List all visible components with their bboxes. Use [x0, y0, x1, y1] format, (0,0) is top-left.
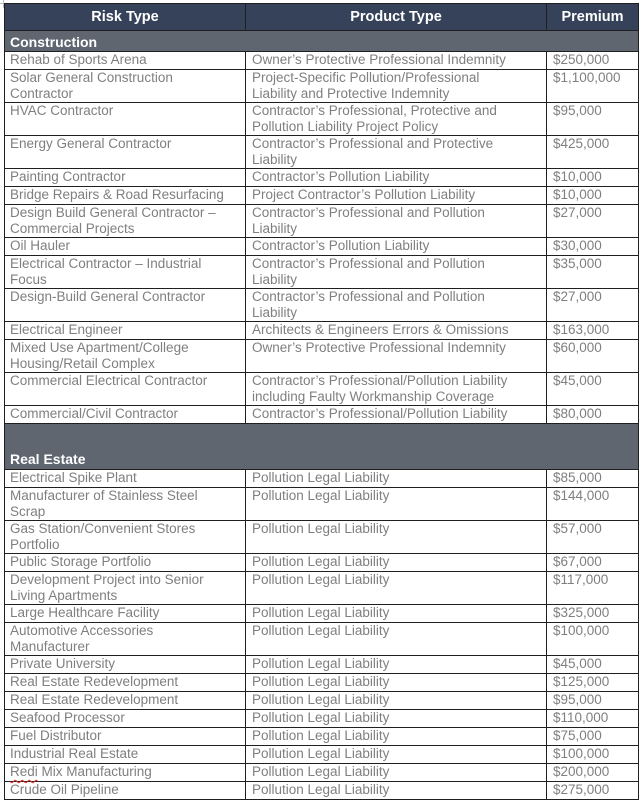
product-type-cell: Contractor’s Professional and Pollution Liability — [246, 256, 547, 289]
table-row — [5, 169, 639, 187]
premium-cell: $57,000 — [547, 521, 639, 554]
premium-cell: $163,000 — [547, 322, 639, 340]
table-row — [5, 136, 639, 169]
premium-cell: $100,000 — [547, 623, 639, 656]
column-header-premium: Premium — [547, 4, 639, 31]
risk-type-cell: Fuel Distributor — [5, 728, 246, 746]
table-row — [5, 746, 639, 764]
risk-type-cell: Energy General Contractor — [5, 136, 246, 169]
section-title: Construction — [5, 31, 639, 52]
risk-type-cell: Commercial/Civil Contractor — [5, 406, 246, 424]
table-row — [5, 470, 639, 488]
product-type-cell: Pollution Legal Liability — [246, 728, 547, 746]
risk-type-cell: Private University — [5, 656, 246, 674]
product-type-cell: Pollution Legal Liability — [246, 605, 547, 623]
premium-cell: $1,100,000 — [547, 70, 639, 103]
product-type-cell: Pollution Legal Liability — [246, 470, 547, 488]
section-title: Real Estate — [5, 424, 639, 470]
risk-type-cell: Electrical Engineer — [5, 322, 246, 340]
product-type-cell: Pollution Legal Liability — [246, 674, 547, 692]
table-body — [5, 31, 639, 800]
table-row — [5, 205, 639, 238]
premium-cell: $27,000 — [547, 205, 639, 238]
premium-cell: $110,000 — [547, 710, 639, 728]
premium-cell: $10,000 — [547, 169, 639, 187]
product-type-cell: Pollution Legal Liability — [246, 692, 547, 710]
table-row — [5, 782, 639, 800]
product-type-cell: Pollution Legal Liability — [246, 764, 547, 782]
premium-cell: $100,000 — [547, 746, 639, 764]
premium-cell: $27,000 — [547, 289, 639, 322]
table-row — [5, 187, 639, 205]
premium-cell: $250,000 — [547, 52, 639, 70]
table-row — [5, 521, 639, 554]
premium-cell: $30,000 — [547, 238, 639, 256]
table-row — [5, 340, 639, 373]
product-type-cell: Architects & Engineers Errors & Omissions — [246, 322, 547, 340]
product-type-cell: Pollution Legal Liability — [246, 656, 547, 674]
header-row — [5, 4, 639, 31]
risk-type-cell: Gas Station/Convenient Stores Portfolio — [5, 521, 246, 554]
premium-cell: $117,000 — [547, 572, 639, 605]
misspelled-word: Redi — [10, 764, 38, 779]
risk-type-cell: Development Project into Senior Living Apartments — [5, 572, 246, 605]
risk-type-cell: HVAC Contractor — [5, 103, 246, 136]
premium-cell: $425,000 — [547, 136, 639, 169]
table-row — [5, 692, 639, 710]
premium-cell: $125,000 — [547, 674, 639, 692]
table-row — [5, 728, 639, 746]
table-row — [5, 256, 639, 289]
product-type-cell: Contractor’s Professional/Pollution Liability including Faulty Workmanship Coverage — [246, 373, 547, 406]
column-header-risk-type: Risk Type — [5, 4, 246, 31]
premium-cell: $95,000 — [547, 692, 639, 710]
product-type-cell: Pollution Legal Liability — [246, 554, 547, 572]
table-row — [5, 488, 639, 521]
product-type-cell: Contractor’s Pollution Liability — [246, 238, 547, 256]
premium-cell: $80,000 — [547, 406, 639, 424]
risk-type-cell: Design-Build General Contractor — [5, 289, 246, 322]
table-row — [5, 322, 639, 340]
risk-type-cell: Large Healthcare Facility — [5, 605, 246, 623]
risk-type-cell: Mixed Use Apartment/College Housing/Retail Complex — [5, 340, 246, 373]
risk-type-cell: Automotive Accessories Manufacturer — [5, 623, 246, 656]
premium-cell: $45,000 — [547, 656, 639, 674]
risk-type-cell: Painting Contractor — [5, 169, 246, 187]
risk-type-cell: Industrial Real Estate — [5, 746, 246, 764]
table-row — [5, 623, 639, 656]
table-row — [5, 406, 639, 424]
product-type-cell: Pollution Legal Liability — [246, 782, 547, 800]
table-row — [5, 52, 639, 70]
table-row — [5, 554, 639, 572]
premium-cell: $75,000 — [547, 728, 639, 746]
premium-cell: $10,000 — [547, 187, 639, 205]
product-type-cell: Pollution Legal Liability — [246, 521, 547, 554]
product-type-cell: Contractor’s Professional/Pollution Liability — [246, 406, 547, 424]
product-type-cell: Pollution Legal Liability — [246, 710, 547, 728]
product-type-cell: Owner’s Protective Professional Indemnity — [246, 340, 547, 373]
section-header-row — [5, 31, 639, 52]
product-type-cell: Pollution Legal Liability — [246, 746, 547, 764]
product-type-cell: Contractor’s Professional and Protective Liability — [246, 136, 547, 169]
product-type-cell: Contractor’s Pollution Liability — [246, 169, 547, 187]
premium-cell: $45,000 — [547, 373, 639, 406]
risk-type-cell: Electrical Contractor – Industrial Focus — [5, 256, 246, 289]
risk-type-cell: Crude Oil Pipeline — [5, 782, 246, 800]
table-row — [5, 103, 639, 136]
risk-type-cell: Real Estate Redevelopment — [5, 692, 246, 710]
risk-type-cell: Design Build General Contractor – Commercial Projects — [5, 205, 246, 238]
risk-type-cell: Real Estate Redevelopment — [5, 674, 246, 692]
risk-type-cell: Manufacturer of Stainless Steel Scrap — [5, 488, 246, 521]
risk-type-cell: Commercial Electrical Contractor — [5, 373, 246, 406]
risk-type-cell: Public Storage Portfolio — [5, 554, 246, 572]
premium-cell: $95,000 — [547, 103, 639, 136]
table-row — [5, 605, 639, 623]
premium-cell: $35,000 — [547, 256, 639, 289]
table-row — [5, 373, 639, 406]
product-type-cell: Contractor’s Professional and Pollution Liability — [246, 289, 547, 322]
product-type-cell: Project Contractor’s Pollution Liability — [246, 187, 547, 205]
premium-cell: $67,000 — [547, 554, 639, 572]
risk-type-cell: Bridge Repairs & Road Resurfacing — [5, 187, 246, 205]
premium-cell: $275,000 — [547, 782, 639, 800]
product-type-cell: Pollution Legal Liability — [246, 623, 547, 656]
premium-cell: $325,000 — [547, 605, 639, 623]
table-row — [5, 70, 639, 103]
premium-cell: $85,000 — [547, 470, 639, 488]
table-row — [5, 764, 639, 782]
table-row — [5, 238, 639, 256]
premium-cell: $144,000 — [547, 488, 639, 521]
risk-type-cell: Redi Mix Manufacturing — [5, 764, 246, 782]
risk-type-cell: Rehab of Sports Arena — [5, 52, 246, 70]
column-header-product-type: Product Type — [246, 4, 547, 31]
premium-cell: $200,000 — [547, 764, 639, 782]
table-row — [5, 289, 639, 322]
premium-cell: $60,000 — [547, 340, 639, 373]
product-type-cell: Project-Specific Pollution/Professional Liability and Protective Indemnity — [246, 70, 547, 103]
product-type-cell: Pollution Legal Liability — [246, 488, 547, 521]
premium-table — [4, 3, 639, 800]
table-row — [5, 656, 639, 674]
product-type-cell: Pollution Legal Liability — [246, 572, 547, 605]
section-header-row — [5, 424, 639, 470]
product-type-cell: Owner’s Protective Professional Indemnity — [246, 52, 547, 70]
product-type-cell: Contractor’s Professional, Protective and Pollution Liability Project Policy — [246, 103, 547, 136]
risk-type-cell: Oil Hauler — [5, 238, 246, 256]
table-row — [5, 572, 639, 605]
product-type-cell: Contractor’s Professional and Pollution Liability — [246, 205, 547, 238]
risk-type-cell: Electrical Spike Plant — [5, 470, 246, 488]
table-row — [5, 674, 639, 692]
risk-type-cell: Solar General Construction Contractor — [5, 70, 246, 103]
risk-type-cell: Seafood Processor — [5, 710, 246, 728]
table-row — [5, 710, 639, 728]
